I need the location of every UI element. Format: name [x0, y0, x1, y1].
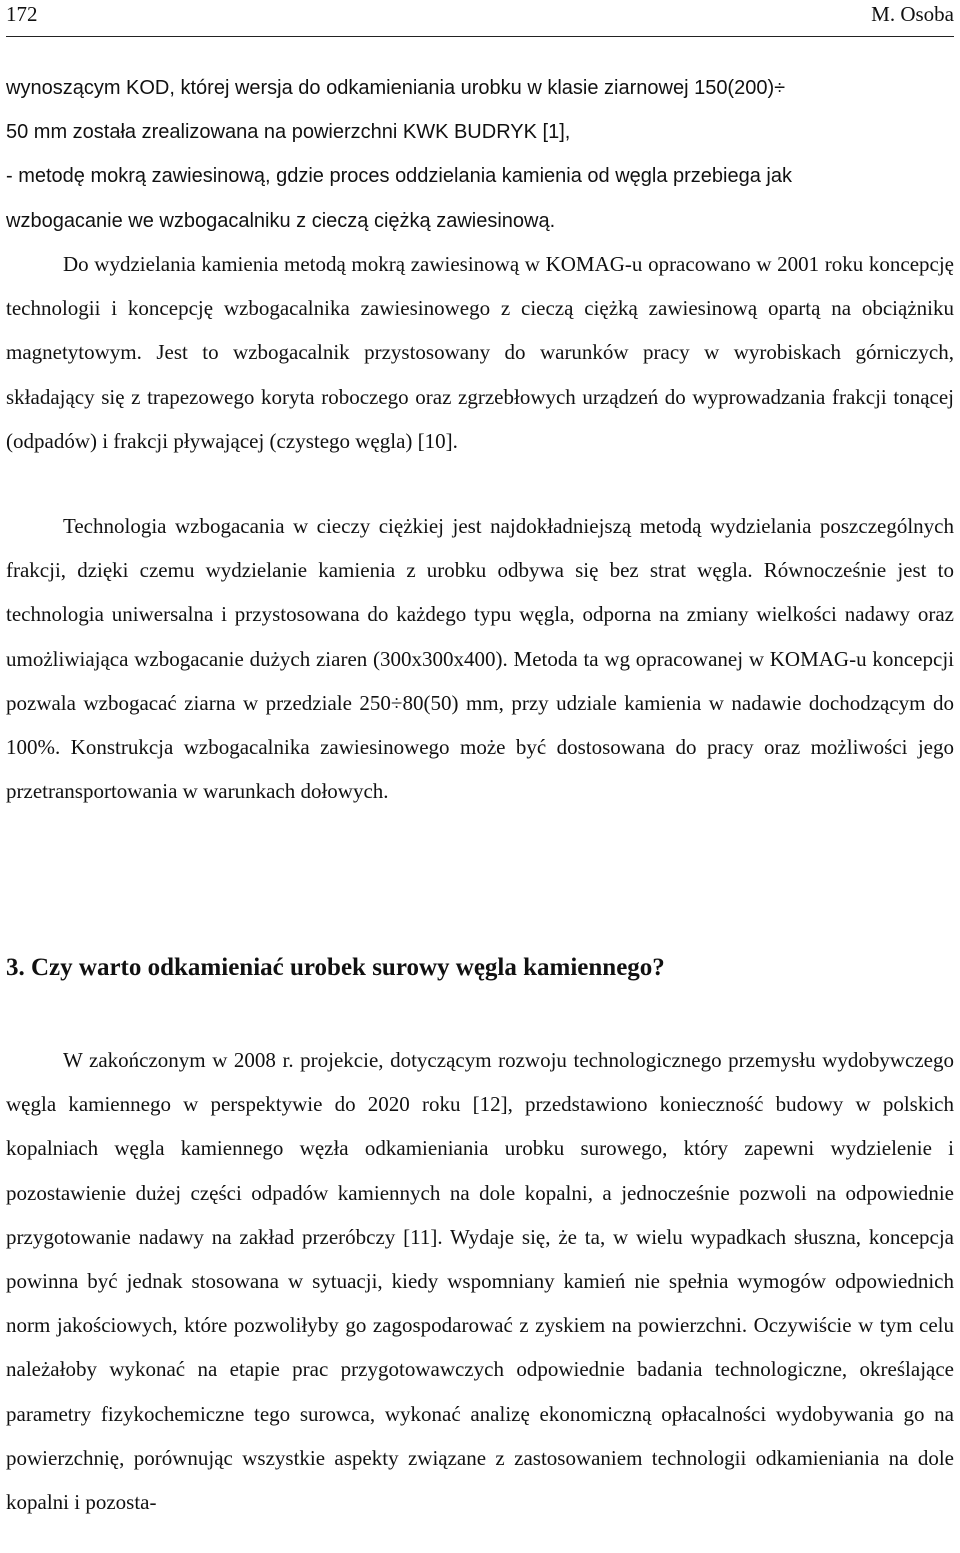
- paragraph-heavy-medium-technology: Technologia wzbogacania w cieczy ciężkiej jest najdokładniejszą metodą wydzielania poszczególnych frakcji, dzięki czemu wydzielanie kamienia z urobku odbywa się bez strat węgla. Równocześnie jest to technologia uniwersalna i przystosowana do każdego typu węgla, odporna na zmiany wielkości nadawy oraz umożliwiająca wzbogacanie dużych ziaren (300x300x400). Metoda ta wg opracowanej w KOMAG-u koncepcji pozwala wzbogacać ziarna w przedziale 250÷80(50) mm, przy udziale kamienia w nadawie dochodzącym do 100%. Konstrukcja wzbogacalnika zawiesinowego może być dostosowana do pracy oraz możliwości jego przetransportowania w warunkach dołowych.: [6, 514, 954, 804]
- intro-line: - metodę mokrą zawiesinową, gdzie proces oddzielania kamienia od węgla przebiega jak: [6, 165, 792, 188]
- intro-line: 50 mm została zrealizowana na powierzchni KWK BUDRYK [1],: [6, 121, 571, 144]
- page-number: 172: [6, 2, 38, 26]
- running-header: [6, 0, 954, 37]
- intro-text: [6, 66, 954, 243]
- paragraph-komag-concept: Do wydzielania kamienia metodą mokrą zawiesinową w KOMAG-u opracowano w 2001 roku koncepcję technologii i koncepcję wzbogacalnika zawiesinowego z cieczą ciężką zawiesinową opartą na obciążniku magnetytowym. Jest to wzbogacalnik przystosowany do warunków pracy w wyrobiskach górniczych, składający się z trapezowego koryta roboczego oraz zgrzebłowych urządzeń do wyprowadzania frakcji tonącej (odpadów) i frakcji pływającej (czystego węgla) [10].: [6, 252, 954, 453]
- section-heading: 3. Czy warto odkamieniać urobek surowy węgla kamiennego?: [6, 954, 665, 981]
- intro-line: wynoszącym KOD, której wersja do odkamieniania urobku w klasie ziarnowej 150(200)÷: [6, 77, 786, 99]
- running-header-author: M. Osoba: [871, 2, 954, 26]
- intro-line: wzbogacanie we wzbogacalniku z cieczą ciężką zawiesinową.: [6, 209, 556, 232]
- section-paragraph: W zakończonym w 2008 r. projekcie, dotyczącym rozwoju technologicznego przemysłu wydobywczego węgla kamiennego w perspektywie do 2020 roku [12], przedstawiono konieczność budowy w polskich kopalniach węgla kamiennego węzła odkamieniania urobku surowego, który zapewni wydzielenie i pozostawienie dużej części odpadów kamiennych na dole kopalni, a jednocześnie pozwoli na odpowiednie przygotowanie nadawy na zakład przeróbczy [11]. Wydaje się, że ta, w wielu wypadkach słuszna, koncepcja powinna być jednak stosowana w sytuacji, kiedy wspomniany kamień nie spełnia wymogów odpowiednich norm jakościowych, które pozwoliłyby go zagospodarować z zyskiem na powierzchni. Oczywiście w tym celu należałoby wykonać na etapie prac przygotowawczych odpowiednie badania technologiczne, określające parametry fizykochemiczne tego surowca, wykonać analizę ekonomiczną opłacalności wydobywania go na powierzchnię, porównując wszystkie aspekty związane z zastosowaniem technologii odkamieniania na dole kopalni i pozosta-: [6, 1048, 954, 1515]
